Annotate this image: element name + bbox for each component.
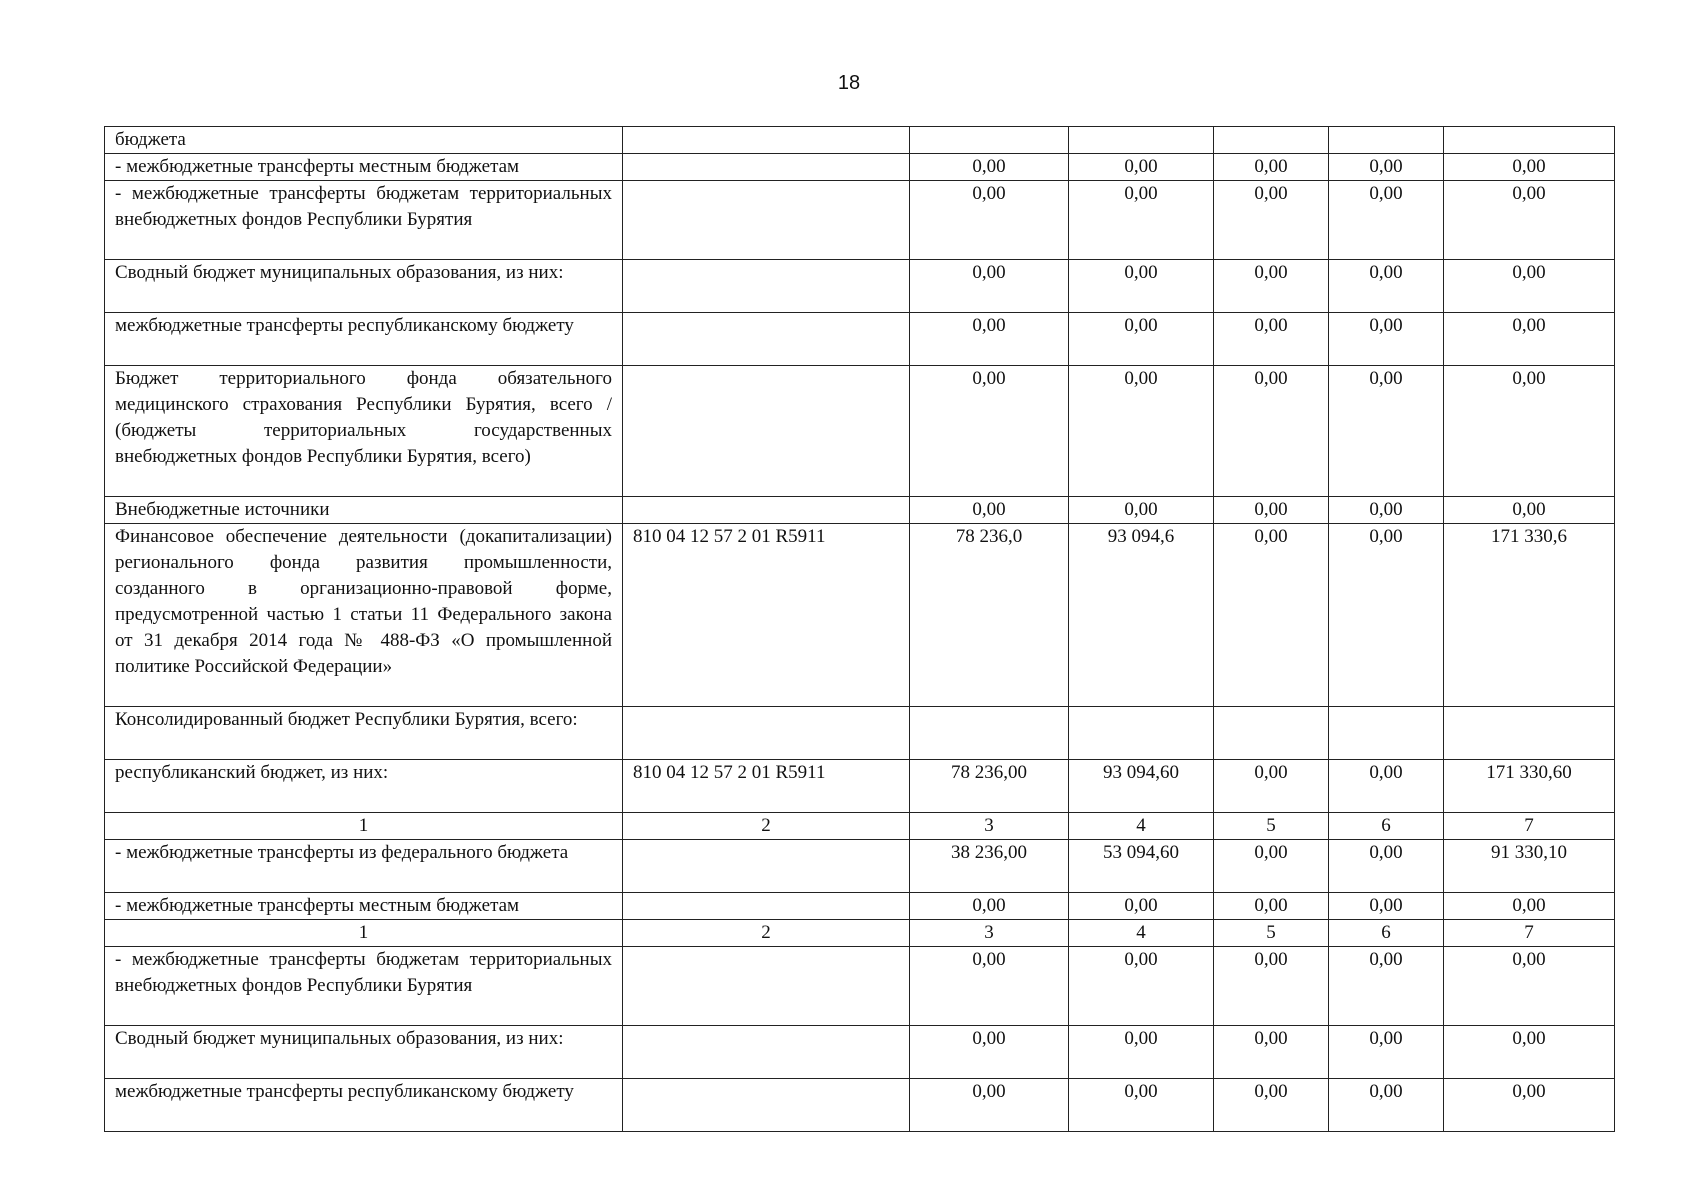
value-cell-col-6: 0,00 bbox=[1329, 366, 1444, 497]
table-row bbox=[105, 260, 1615, 313]
value-cell-col-5: 0,00 bbox=[1214, 947, 1329, 1026]
row-name-cell: Сводный бюджет муниципальных образования, из них: bbox=[105, 1026, 623, 1079]
value-cell-col-5: 0,00 bbox=[1214, 154, 1329, 181]
budget-code-cell bbox=[623, 154, 910, 181]
value-cell-col-4: 4 bbox=[1069, 813, 1214, 840]
budget-code-cell bbox=[623, 260, 910, 313]
value-cell-col-7: 0,00 bbox=[1444, 1026, 1615, 1079]
budget-code-cell bbox=[623, 893, 910, 920]
value-cell-col-4: 0,00 bbox=[1069, 1079, 1214, 1132]
value-cell-col-7: 0,00 bbox=[1444, 181, 1615, 260]
column-index-row bbox=[105, 920, 1615, 947]
value-cell-col-4: 93 094,6 bbox=[1069, 524, 1214, 707]
table-row bbox=[105, 181, 1615, 260]
value-cell-col-5: 0,00 bbox=[1214, 524, 1329, 707]
table-row bbox=[105, 893, 1615, 920]
value-cell-col-7: 7 bbox=[1444, 920, 1615, 947]
value-cell-col-4: 0,00 bbox=[1069, 313, 1214, 366]
table-row bbox=[105, 1079, 1615, 1132]
value-cell-col-5: 0,00 bbox=[1214, 840, 1329, 893]
value-cell-col-5: 0,00 bbox=[1214, 1079, 1329, 1132]
value-cell-col-3: 0,00 bbox=[910, 947, 1069, 1026]
value-cell-col-7 bbox=[1444, 127, 1615, 154]
row-name-cell: 1 bbox=[105, 813, 623, 840]
table-row bbox=[105, 1026, 1615, 1079]
row-name-cell: Финансовое обеспечение деятельности (докапитализации) регионального фонда развития промышленности, созданного в организационно-правовой форме, предусмотренной частью 1 статьи 11 Федерального закона от 31 декабря 2014 года № 488-ФЗ «О промышленной политике Российской Федерации» bbox=[105, 524, 623, 707]
budget-code-cell: 2 bbox=[623, 813, 910, 840]
value-cell-col-3: 0,00 bbox=[910, 181, 1069, 260]
row-name-cell: - межбюджетные трансферты местным бюджетам bbox=[105, 893, 623, 920]
table-row bbox=[105, 497, 1615, 524]
row-name-cell: межбюджетные трансферты республиканскому бюджету bbox=[105, 313, 623, 366]
row-name-cell: Внебюджетные источники bbox=[105, 497, 623, 524]
table-row bbox=[105, 313, 1615, 366]
value-cell-col-7 bbox=[1444, 707, 1615, 760]
value-cell-col-6: 0,00 bbox=[1329, 154, 1444, 181]
value-cell-col-6: 0,00 bbox=[1329, 947, 1444, 1026]
budget-code-cell bbox=[623, 313, 910, 366]
value-cell-col-7: 0,00 bbox=[1444, 154, 1615, 181]
value-cell-col-6: 6 bbox=[1329, 813, 1444, 840]
value-cell-col-3: 0,00 bbox=[910, 497, 1069, 524]
value-cell-col-5: 5 bbox=[1214, 920, 1329, 947]
budget-table bbox=[104, 126, 1615, 1132]
value-cell-col-5: 0,00 bbox=[1214, 1026, 1329, 1079]
budget-code-cell bbox=[623, 1026, 910, 1079]
table-row bbox=[105, 366, 1615, 497]
value-cell-col-6: 0,00 bbox=[1329, 181, 1444, 260]
value-cell-col-7: 0,00 bbox=[1444, 260, 1615, 313]
value-cell-col-4: 93 094,60 bbox=[1069, 760, 1214, 813]
value-cell-col-3: 0,00 bbox=[910, 1026, 1069, 1079]
value-cell-col-4: 0,00 bbox=[1069, 893, 1214, 920]
value-cell-col-4: 0,00 bbox=[1069, 260, 1214, 313]
budget-code-cell: 810 04 12 57 2 01 R5911 bbox=[623, 524, 910, 707]
row-name-cell: межбюджетные трансферты республиканскому бюджету bbox=[105, 1079, 623, 1132]
row-name-cell: - межбюджетные трансферты из федерального бюджета bbox=[105, 840, 623, 893]
value-cell-col-7: 0,00 bbox=[1444, 366, 1615, 497]
value-cell-col-3: 78 236,0 bbox=[910, 524, 1069, 707]
value-cell-col-4: 0,00 bbox=[1069, 181, 1214, 260]
value-cell-col-5: 0,00 bbox=[1214, 893, 1329, 920]
row-name-cell: бюджета bbox=[105, 127, 623, 154]
value-cell-col-5: 5 bbox=[1214, 813, 1329, 840]
value-cell-col-6: 0,00 bbox=[1329, 524, 1444, 707]
table-row bbox=[105, 524, 1615, 707]
row-name-cell: республиканский бюджет, из них: bbox=[105, 760, 623, 813]
row-name-cell: Консолидированный бюджет Республики Бурятия, всего: bbox=[105, 707, 623, 760]
table-row bbox=[105, 947, 1615, 1026]
table-row bbox=[105, 154, 1615, 181]
value-cell-col-7: 0,00 bbox=[1444, 947, 1615, 1026]
value-cell-col-7: 0,00 bbox=[1444, 1079, 1615, 1132]
budget-code-cell: 2 bbox=[623, 920, 910, 947]
value-cell-col-3: 0,00 bbox=[910, 313, 1069, 366]
value-cell-col-6: 0,00 bbox=[1329, 497, 1444, 524]
value-cell-col-3: 0,00 bbox=[910, 260, 1069, 313]
budget-code-cell bbox=[623, 497, 910, 524]
value-cell-col-5: 0,00 bbox=[1214, 181, 1329, 260]
table-row bbox=[105, 840, 1615, 893]
row-name-cell: - межбюджетные трансферты бюджетам территориальных внебюджетных фондов Республики Бурятия bbox=[105, 181, 623, 260]
budget-code-cell bbox=[623, 1079, 910, 1132]
budget-code-cell: 810 04 12 57 2 01 R5911 bbox=[623, 760, 910, 813]
table-row bbox=[105, 127, 1615, 154]
value-cell-col-5: 0,00 bbox=[1214, 760, 1329, 813]
page-number: 18 bbox=[837, 72, 861, 94]
value-cell-col-6 bbox=[1329, 707, 1444, 760]
value-cell-col-5: 0,00 bbox=[1214, 497, 1329, 524]
value-cell-col-4: 4 bbox=[1069, 920, 1214, 947]
budget-code-cell bbox=[623, 127, 910, 154]
value-cell-col-3: 0,00 bbox=[910, 154, 1069, 181]
budget-code-cell bbox=[623, 947, 910, 1026]
table-row bbox=[105, 707, 1615, 760]
value-cell-col-4: 0,00 bbox=[1069, 366, 1214, 497]
value-cell-col-6: 0,00 bbox=[1329, 1026, 1444, 1079]
value-cell-col-3: 0,00 bbox=[910, 366, 1069, 497]
row-name-cell: Сводный бюджет муниципальных образования, из них: bbox=[105, 260, 623, 313]
value-cell-col-5 bbox=[1214, 707, 1329, 760]
value-cell-col-5: 0,00 bbox=[1214, 366, 1329, 497]
value-cell-col-7: 171 330,60 bbox=[1444, 760, 1615, 813]
row-name-cell: Бюджет территориального фонда обязательного медицинского страхования Республики Бурятия, всего / (бюджеты территориальных государственных внебюджетных фондов Республики Бурятия, всего) bbox=[105, 366, 623, 497]
value-cell-col-3 bbox=[910, 707, 1069, 760]
value-cell-col-7: 7 bbox=[1444, 813, 1615, 840]
row-name-cell: - межбюджетные трансферты местным бюджетам bbox=[105, 154, 623, 181]
value-cell-col-6 bbox=[1329, 127, 1444, 154]
value-cell-col-6: 0,00 bbox=[1329, 893, 1444, 920]
value-cell-col-3: 38 236,00 bbox=[910, 840, 1069, 893]
value-cell-col-3: 3 bbox=[910, 920, 1069, 947]
value-cell-col-6: 6 bbox=[1329, 920, 1444, 947]
budget-code-cell bbox=[623, 366, 910, 497]
value-cell-col-6: 0,00 bbox=[1329, 840, 1444, 893]
budget-code-cell bbox=[623, 707, 910, 760]
budget-code-cell bbox=[623, 840, 910, 893]
value-cell-col-7: 0,00 bbox=[1444, 313, 1615, 366]
value-cell-col-4: 0,00 bbox=[1069, 1026, 1214, 1079]
value-cell-col-6: 0,00 bbox=[1329, 1079, 1444, 1132]
row-name-cell: 1 bbox=[105, 920, 623, 947]
column-index-row bbox=[105, 813, 1615, 840]
value-cell-col-3: 78 236,00 bbox=[910, 760, 1069, 813]
value-cell-col-6: 0,00 bbox=[1329, 760, 1444, 813]
value-cell-col-7: 0,00 bbox=[1444, 893, 1615, 920]
row-name-cell: - межбюджетные трансферты бюджетам территориальных внебюджетных фондов Республики Бурятия bbox=[105, 947, 623, 1026]
value-cell-col-5: 0,00 bbox=[1214, 260, 1329, 313]
value-cell-col-4: 0,00 bbox=[1069, 947, 1214, 1026]
table-row bbox=[105, 760, 1615, 813]
value-cell-col-5: 0,00 bbox=[1214, 313, 1329, 366]
value-cell-col-7: 171 330,6 bbox=[1444, 524, 1615, 707]
value-cell-col-4: 0,00 bbox=[1069, 497, 1214, 524]
budget-table-body bbox=[105, 127, 1615, 1132]
value-cell-col-4 bbox=[1069, 707, 1214, 760]
value-cell-col-6: 0,00 bbox=[1329, 260, 1444, 313]
value-cell-col-4: 53 094,60 bbox=[1069, 840, 1214, 893]
value-cell-col-7: 0,00 bbox=[1444, 497, 1615, 524]
value-cell-col-6: 0,00 bbox=[1329, 313, 1444, 366]
value-cell-col-5 bbox=[1214, 127, 1329, 154]
value-cell-col-3: 0,00 bbox=[910, 893, 1069, 920]
budget-code-cell bbox=[623, 181, 910, 260]
value-cell-col-3: 3 bbox=[910, 813, 1069, 840]
value-cell-col-3 bbox=[910, 127, 1069, 154]
value-cell-col-4: 0,00 bbox=[1069, 154, 1214, 181]
value-cell-col-3: 0,00 bbox=[910, 1079, 1069, 1132]
value-cell-col-7: 91 330,10 bbox=[1444, 840, 1615, 893]
value-cell-col-4 bbox=[1069, 127, 1214, 154]
